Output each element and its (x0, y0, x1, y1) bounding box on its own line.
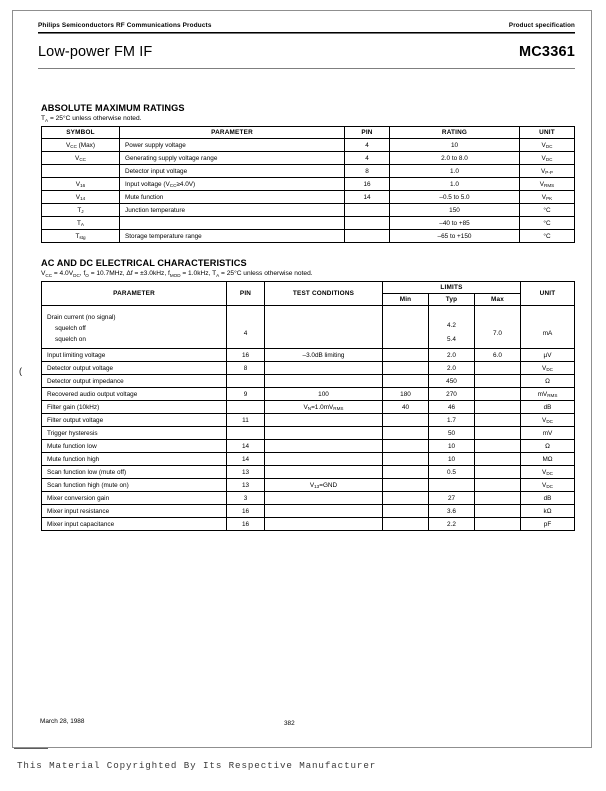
title-row (38, 44, 575, 60)
cell-parameter: Filter output voltage (42, 414, 227, 427)
table-row (42, 204, 575, 217)
cell-pin (345, 204, 390, 217)
cell-max (475, 479, 521, 492)
cell-max (475, 453, 521, 466)
col-rating: RATING (390, 127, 520, 139)
table-row (42, 401, 575, 414)
cell-test (265, 453, 383, 466)
cell-typ: 2.0 (429, 362, 475, 375)
cell-pin: 9 (227, 388, 265, 401)
cell-unit: $V_{DC}$ (521, 414, 575, 427)
cell-typ (429, 306, 475, 349)
table-row (42, 479, 575, 492)
cell-typ: 1.7 (429, 414, 475, 427)
cell-min: 40 (383, 401, 429, 414)
cell-symbol: $T_J$ (42, 204, 120, 217)
table-row (42, 165, 575, 178)
cell-unit: kΩ (521, 505, 575, 518)
table-row (42, 518, 575, 531)
cell-parameter: Detector input voltage (120, 165, 345, 178)
cell-unit: $mV_{RMS}$ (521, 388, 575, 401)
cell-typ: 270 (429, 388, 475, 401)
ac-dc-heading: AC AND DC ELECTRICAL CHARACTERISTICS (41, 258, 247, 268)
cell-unit: µV (521, 349, 575, 362)
cell-symbol (42, 165, 120, 178)
table-row (42, 230, 575, 243)
cell-symbol: $T_{stg}$ (42, 230, 120, 243)
cell-pin (227, 427, 265, 440)
cell-unit: $V_{PK}$ (520, 191, 575, 204)
cell-pin: 16 (227, 505, 265, 518)
cell-min (383, 466, 429, 479)
ac-dc-subheading: $V_{CC} = 4.0V_{DC}$, $f_O = 10.7MHz$, Δf = ±3.0kHz, $f_{MOD} = 1.0kHz$, $T_A = 25^\circ C$ unless otherwise noted. (41, 270, 313, 278)
cell-pin: 14 (345, 191, 390, 204)
cell-rating: –65 to +150 (390, 230, 520, 243)
cell-rating: –0.5 to 5.0 (390, 191, 520, 204)
cell-unit: $V_{DC}$ (520, 152, 575, 165)
table-row (42, 178, 575, 191)
cell-max (475, 375, 521, 388)
cell-unit: dB (521, 401, 575, 414)
cell-unit: $V_{RMS}$ (520, 178, 575, 191)
cell-pin: 3 (227, 492, 265, 505)
cell-parameter: Mute function low (42, 440, 227, 453)
cell-parameter: Trigger hysteresis (42, 427, 227, 440)
cell-pin: 14 (227, 440, 265, 453)
cell-unit: dB (521, 492, 575, 505)
cell-typ: 2.2 (429, 518, 475, 531)
cell-unit: °C (520, 230, 575, 243)
cell-min (383, 453, 429, 466)
cell-rating: 10 (390, 139, 520, 152)
cell-max (475, 466, 521, 479)
cell-test: $V_N=1.0mV_{RMS}$ (265, 401, 383, 414)
cell-unit: MΩ (521, 453, 575, 466)
cell-pin (227, 401, 265, 414)
table-row (42, 453, 575, 466)
typ-value-1: 4.2 (447, 322, 456, 329)
col-unit: UNIT (521, 282, 575, 306)
cell-test (265, 414, 383, 427)
cell-max (475, 518, 521, 531)
cell-typ: 2.0 (429, 349, 475, 362)
table-row (42, 152, 575, 165)
table-row (42, 217, 575, 230)
table-header-row (42, 127, 575, 139)
col-symbol: SYMBOL (42, 127, 120, 139)
cell-pin: 16 (227, 518, 265, 531)
header-rule-secondary (38, 33, 575, 34)
table-row (42, 466, 575, 479)
cell-pin: 8 (345, 165, 390, 178)
cell-typ (429, 479, 475, 492)
col-parameter: PARAMETER (120, 127, 345, 139)
cell-parameter: Detector output impedance (42, 375, 227, 388)
cell-symbol: $V_{CC}$ (42, 152, 120, 165)
table-row (42, 388, 575, 401)
part-number: MC3361 (518, 44, 575, 60)
table-row (42, 306, 575, 349)
cell-min (383, 492, 429, 505)
cell-parameter: Filter gain (10kHz) (42, 401, 227, 414)
table-row (42, 505, 575, 518)
cell-min: 180 (383, 388, 429, 401)
cell-unit: mA (521, 306, 575, 349)
scan-artifact-mark: ( (19, 366, 22, 376)
col-limits: LIMITS (383, 282, 521, 294)
cell-min (383, 505, 429, 518)
cell-test: $V_{13}=GND$ (265, 479, 383, 492)
cell-test (265, 505, 383, 518)
cell-min (383, 479, 429, 492)
cell-pin (345, 230, 390, 243)
cell-rating: 1.0 (390, 178, 520, 191)
cell-pin: 8 (227, 362, 265, 375)
col-max: Max (475, 294, 521, 306)
cell-test (265, 375, 383, 388)
table-row (42, 492, 575, 505)
abs-max-heading: ABSOLUTE MAXIMUM RATINGS (41, 103, 185, 113)
cell-unit: $V_{DC}$ (521, 479, 575, 492)
col-test-conditions: TEST CONDITIONS (265, 282, 383, 306)
cell-unit: $V_{DC}$ (521, 362, 575, 375)
cell-max (475, 427, 521, 440)
footer-date: March 28, 1988 (40, 718, 85, 725)
cell-min (383, 349, 429, 362)
cell-symbol: $V_{CC}$ (Max) (42, 139, 120, 152)
cell-max (475, 388, 521, 401)
cell-typ: 10 (429, 453, 475, 466)
cell-rating: 2.0 to 8.0 (390, 152, 520, 165)
cell-parameter: Mixer conversion gain (42, 492, 227, 505)
typ-value-2: 5.4 (447, 336, 456, 343)
abs-max-subheading: $T_A = 25^\circ C$ unless otherwise noted. (41, 115, 142, 123)
cell-max (475, 414, 521, 427)
cell-unit: $V_{DC}$ (521, 466, 575, 479)
cell-unit: mV (521, 427, 575, 440)
cell-test (265, 440, 383, 453)
cell-parameter: Mute function (120, 191, 345, 204)
cell-parameter (120, 217, 345, 230)
cell-parameter: Generating supply voltage range (120, 152, 345, 165)
table-row (42, 427, 575, 440)
cell-typ: 46 (429, 401, 475, 414)
header-left-text: Philips Semiconductors RF Communications Products (38, 22, 212, 29)
cell-typ: 450 (429, 375, 475, 388)
ac-dc-characteristics-table (41, 281, 575, 531)
cell-symbol: $V_{16}$ (42, 178, 120, 191)
cell-max: 7.0 (475, 306, 521, 349)
param-line-3: squelch on (55, 335, 86, 343)
cell-parameter: Storage temperature range (120, 230, 345, 243)
cell-pin: 4 (345, 152, 390, 165)
cell-pin: 14 (227, 453, 265, 466)
cell-test (265, 362, 383, 375)
cell-test (265, 492, 383, 505)
col-typ: Typ (429, 294, 475, 306)
cell-typ: 50 (429, 427, 475, 440)
page-title: Low-power FM IF (38, 44, 153, 60)
cell-max (475, 401, 521, 414)
cell-min (383, 414, 429, 427)
cell-pin: 13 (227, 479, 265, 492)
col-pin: PIN (345, 127, 390, 139)
cell-min (383, 306, 429, 349)
page-header (38, 22, 575, 29)
cell-unit: Ω (521, 440, 575, 453)
copyright-notice: This Material Copyrighted By Its Respective Manufacturer (17, 760, 377, 771)
cell-min (383, 362, 429, 375)
header-right-text: Product specification (508, 22, 575, 29)
table-header-row (42, 282, 575, 294)
cell-typ: 10 (429, 440, 475, 453)
cell-parameter: Detector output voltage (42, 362, 227, 375)
cell-symbol: $V_{14}$ (42, 191, 120, 204)
cell-pin: 16 (227, 349, 265, 362)
cell-max (475, 505, 521, 518)
cell-max (475, 440, 521, 453)
cell-parameter: Junction temperature (120, 204, 345, 217)
cell-parameter: Input limiting voltage (42, 349, 227, 362)
abs-max-ratings-table (41, 126, 575, 243)
title-rule (38, 68, 575, 69)
cell-parameter: Mixer input resistance (42, 505, 227, 518)
cell-parameter: Mixer input capacitance (42, 518, 227, 531)
cell-pin: 13 (227, 466, 265, 479)
table-row (42, 139, 575, 152)
col-unit: UNIT (520, 127, 575, 139)
cell-max (475, 492, 521, 505)
table-row (42, 191, 575, 204)
cell-test: 100 (265, 388, 383, 401)
cell-unit: °C (520, 204, 575, 217)
cell-parameter: Power supply voltage (120, 139, 345, 152)
cell-unit: Ω (521, 375, 575, 388)
cell-max: 6.0 (475, 349, 521, 362)
cell-pin: 16 (345, 178, 390, 191)
cell-min (383, 440, 429, 453)
cell-min (383, 427, 429, 440)
cell-parameter: Input voltage $(V_{CC}\ge 4.0V)$ (120, 178, 345, 191)
col-parameter: PARAMETER (42, 282, 227, 306)
col-min: Min (383, 294, 429, 306)
cell-pin: 4 (227, 306, 265, 349)
cell-unit: °C (520, 217, 575, 230)
cell-parameter: Mute function high (42, 453, 227, 466)
cell-test (265, 306, 383, 349)
cell-min (383, 518, 429, 531)
cell-parameter (42, 306, 227, 349)
table-row (42, 414, 575, 427)
cell-parameter: Recovered audio output voltage (42, 388, 227, 401)
cell-rating: 150 (390, 204, 520, 217)
table-row (42, 349, 575, 362)
cell-test (265, 427, 383, 440)
cell-pin: 11 (227, 414, 265, 427)
cell-pin (227, 375, 265, 388)
cell-test (265, 518, 383, 531)
table-row (42, 375, 575, 388)
cell-typ: 27 (429, 492, 475, 505)
cell-symbol: $T_A$ (42, 217, 120, 230)
cell-unit: $V_{P-P}$ (520, 165, 575, 178)
param-line-1: Drain current (no signal) (47, 313, 116, 321)
cell-rating: 1.0 (390, 165, 520, 178)
cell-pin: 4 (345, 139, 390, 152)
param-line-2: squelch off (55, 324, 86, 332)
col-pin: PIN (227, 282, 265, 306)
cell-parameter: Scan function high (mute on) (42, 479, 227, 492)
cell-unit: $V_{DC}$ (520, 139, 575, 152)
cell-unit: pF (521, 518, 575, 531)
cell-typ: 3.6 (429, 505, 475, 518)
cell-max (475, 362, 521, 375)
cell-parameter: Scan function low (mute off) (42, 466, 227, 479)
table-row (42, 440, 575, 453)
cell-test (265, 466, 383, 479)
cell-rating: –40 to +85 (390, 217, 520, 230)
cell-test: –3.0dB limiting (265, 349, 383, 362)
footer-rule (14, 748, 48, 749)
footer-page-number: 382 (284, 720, 295, 727)
cell-min (383, 375, 429, 388)
table-row (42, 362, 575, 375)
cell-pin (345, 217, 390, 230)
cell-typ: 0.5 (429, 466, 475, 479)
